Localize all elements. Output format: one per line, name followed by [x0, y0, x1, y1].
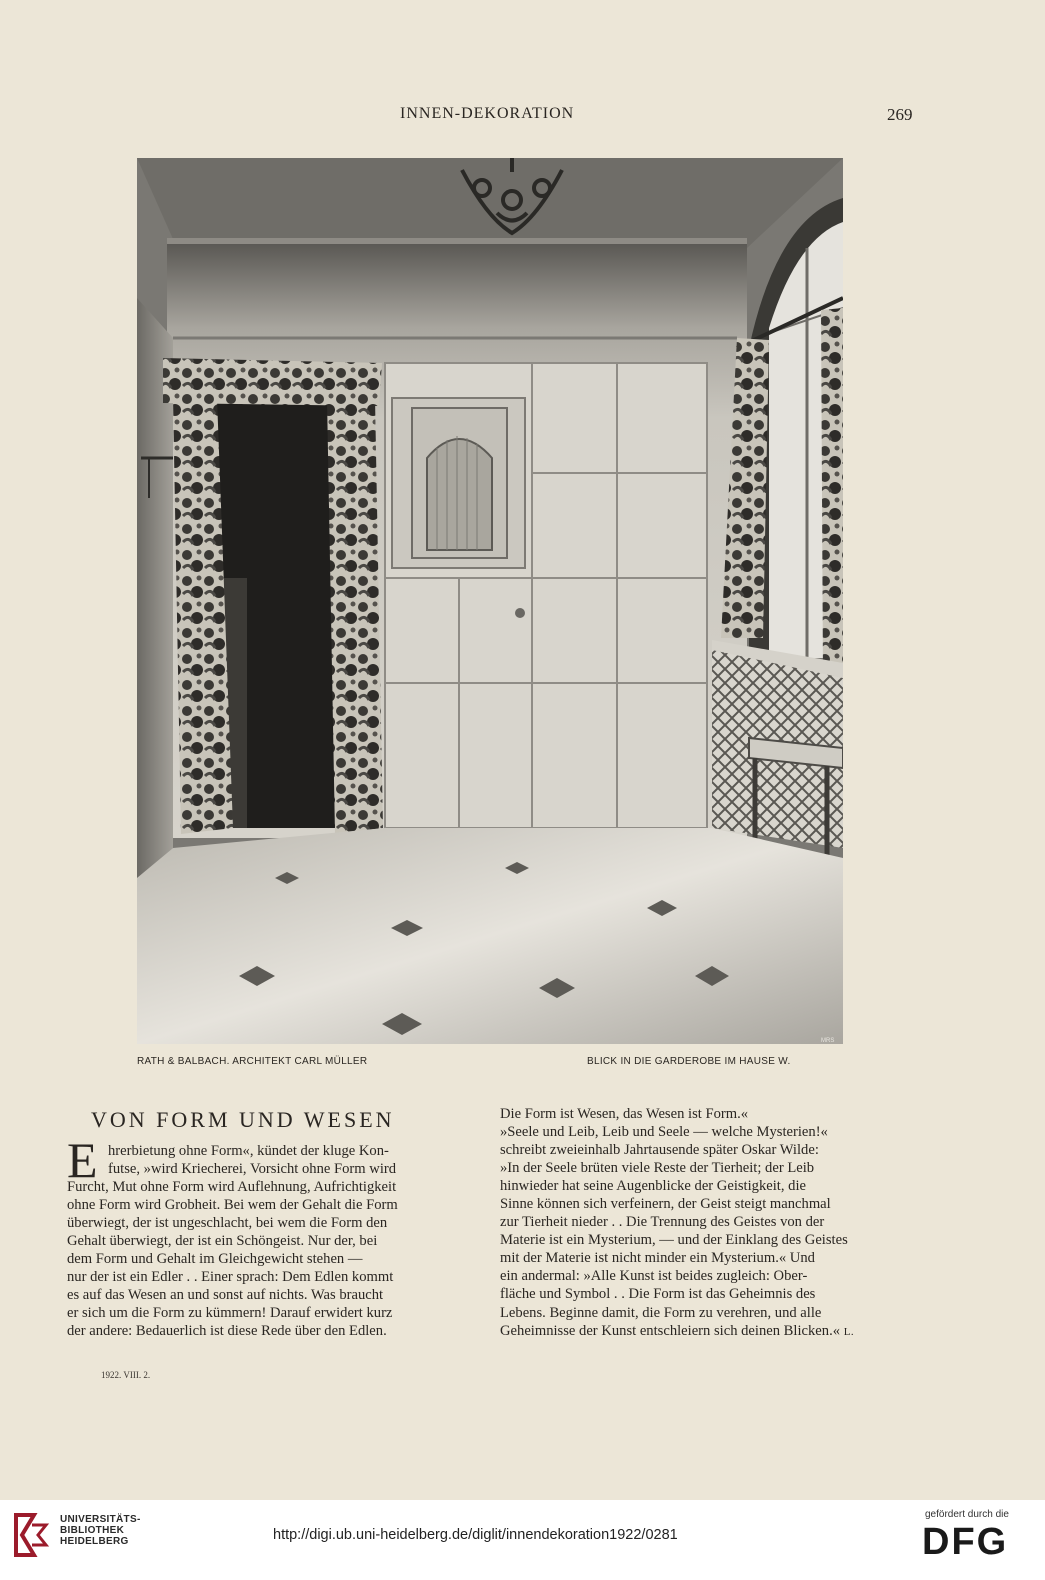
- text-line: Furcht, Mut ohne Form wird Auflehnung, Aufrichtigkeit: [67, 1179, 397, 1196]
- text-line: »In der Seele brüten viele Reste der Tierheit; der Leib: [500, 1160, 815, 1177]
- text-line: fläche und Symbol . . Die Form ist das Geheimnis des: [500, 1286, 816, 1303]
- university-library-logo-icon: [12, 1511, 52, 1559]
- text-line: »Seele und Leib, Leib und Seele — welche Mysterien!«: [500, 1124, 828, 1141]
- digitization-footer: [0, 1500, 1045, 1580]
- library-name-line: HEIDELBERG: [60, 1536, 129, 1547]
- library-name-line: BIBLIOTHEK: [60, 1525, 125, 1536]
- text-line: dem Form und Gehalt im Gleichgewicht stehen —: [67, 1251, 363, 1268]
- interior-photograph: [137, 158, 843, 1044]
- running-head: [0, 105, 1045, 129]
- text-line: hrerbietung ohne Form«, kündet der kluge Kon-: [108, 1143, 389, 1159]
- text-line: Materie ist ein Mysterium, — und der Einklang des Geistes: [500, 1232, 848, 1249]
- text-line: mit der Materie ist nicht minder ein Mysterium.« Und: [500, 1250, 815, 1267]
- text-line-last: [500, 1322, 914, 1340]
- article-title: VON FORM UND WESEN: [91, 1107, 395, 1132]
- funded-by-label: gefördert durch die: [925, 1509, 1009, 1520]
- text-line: er sich um die Form zu kümmern! Darauf erwidert kurz: [67, 1305, 393, 1322]
- text-column-right: [500, 1105, 914, 1340]
- text-line: Die Form ist Wesen, das Wesen ist Form.«: [500, 1106, 749, 1122]
- caption-description: BLICK IN DIE GARDEROBE IM HAUSE W.: [587, 1056, 791, 1067]
- drop-cap: E: [67, 1132, 98, 1188]
- text-line: ein andermal: »Alle Kunst ist beides zugleich: Ober-: [500, 1268, 808, 1285]
- library-name: [60, 1514, 141, 1547]
- text-line: überwiegt, der ist ungeschlacht, bei wem die Form den: [67, 1215, 388, 1232]
- text-line: es auf das Wesen an und sonst auf nichts. Was braucht: [67, 1287, 384, 1304]
- text-line: hinwieder hat seine Augenblicke der Geistigkeit, die: [500, 1178, 806, 1195]
- text-column-left: [67, 1132, 481, 1341]
- running-title: INNEN-DEKORATION: [400, 105, 575, 122]
- photo-monogram: MRS: [821, 1038, 835, 1044]
- photo-plate-garderobe: [137, 158, 843, 1044]
- text-line: zur Tierheit nieder . . Die Trennung des Geistes von der: [500, 1214, 825, 1231]
- text-line: Gehalt überwiegt, der ist ein Schöngeist. Nur der, bei: [67, 1233, 378, 1250]
- page-number: 269: [887, 105, 913, 124]
- text-line: Sinne können sich verfeinern, der Geist steigt manchmal: [500, 1196, 831, 1213]
- text-line: Lebens. Beginne damit, die Form zu verehren, und alle: [500, 1304, 822, 1321]
- text-line: nur der ist ein Edler . . Einer sprach: Dem Edlen kommt: [67, 1269, 394, 1286]
- library-name-line: UNIVERSITÄTS-: [60, 1514, 141, 1525]
- caption-credit: RATH & BALBACH. ARCHITEKT CARL MÜLLER: [137, 1056, 368, 1067]
- text-line: der andere: Bedauerlich ist diese Rede über den Edlen.: [67, 1323, 387, 1340]
- dfg-logo: DFG: [922, 1521, 1009, 1563]
- text-line: futse, »wird Kriecherei, Vorsicht ohne Form wird: [108, 1161, 397, 1178]
- text-line: ohne Form wird Grobheit. Bei wem der Gehalt die Form: [67, 1197, 398, 1214]
- text-line-content: Geheimnisse der Kunst entschleiern sich deinen Blicken.«: [500, 1322, 841, 1339]
- permalink-url[interactable]: http://digi.ub.uni-heidelberg.de/diglit/innendekoration1922/0281: [273, 1527, 678, 1543]
- issue-mark: 1922. VIII. 2.: [101, 1370, 151, 1380]
- author-signature: L.: [843, 1325, 855, 1338]
- text-line: schreibt zweieinhalb Jahrtausende später Oskar Wilde:: [500, 1142, 819, 1159]
